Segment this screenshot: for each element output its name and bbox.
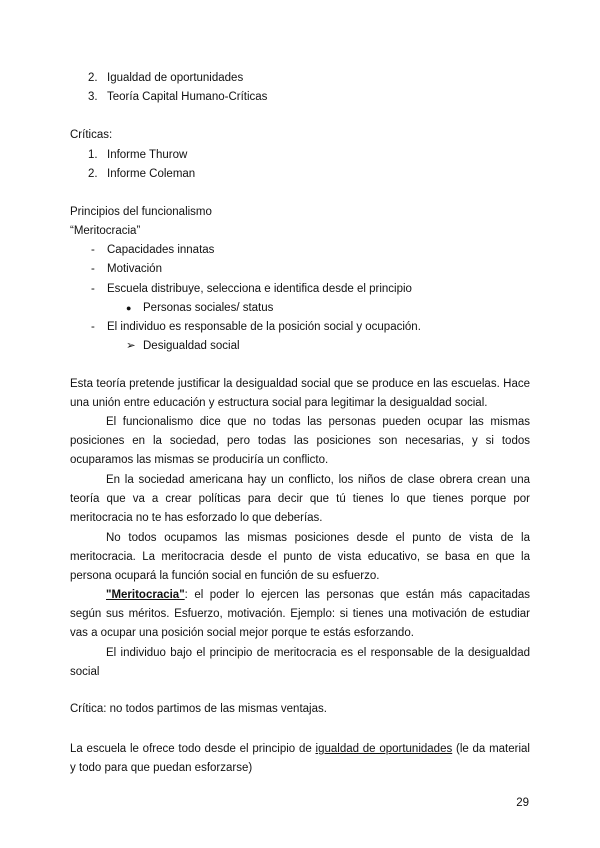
text: (le da material y todo para que puedan esforzarse) (70, 743, 530, 775)
meritocracia-quote: “Meritocracia” (70, 225, 141, 237)
paragraph-meritocracia (70, 586, 530, 644)
critica-line: Crítica: no todos partimos de las mismas ventajas. (70, 703, 327, 715)
arrow-marker: ➢ (126, 340, 136, 352)
list-number: 1. (88, 149, 98, 161)
dash-marker: - (91, 283, 95, 295)
paragraph: En la sociedad americana hay un conflicto, los niños de clase obrera crean una teoría que va a crear políticas para decir que tú tienes lo que tienes porque por meritocracia no te has esforzado lo que deberías. (70, 474, 530, 525)
list-number: 3. (88, 91, 98, 103)
list-number: 2. (88, 168, 98, 180)
text: La escuela le ofrece todo desde el principio de (70, 743, 316, 755)
paragraph: Esta teoría pretende justificar la desigualdad social que se produce en las escuelas. Hace una unión entre educación y estructura social para legitimar la desigualdad social. (70, 378, 530, 410)
list-item: Teoría Capital Humano-Críticas (107, 91, 268, 103)
dash-marker: - (91, 263, 95, 275)
list-item: Capacidades innatas (107, 244, 215, 256)
paragraph: El individuo bajo el principio de meritocracia es el responsable de la desigualdad social (70, 647, 530, 679)
underlined-term: igualdad de oportunidades (315, 743, 453, 755)
section-heading-criticas: Críticas: (70, 129, 113, 141)
list-item: Informe Thurow (107, 149, 188, 161)
list-number: 2. (88, 72, 98, 84)
list-item: Personas sociales/ status (143, 302, 274, 314)
list-item: Informe Coleman (107, 168, 196, 180)
paragraph-escuela (70, 740, 530, 778)
list-item: Desigualdad social (143, 340, 240, 352)
dash-marker: - (91, 244, 95, 256)
term-meritocracia: "Meritocracia" (106, 589, 185, 601)
section-heading-principios: Principios del funcionalismo (70, 206, 212, 218)
list-item: Motivación (107, 263, 162, 275)
list-item: El individuo es responsable de la posición social y ocupación. (107, 321, 421, 333)
definition-text: : el poder lo ejercen las personas que están más capacitadas según sus méritos. Esfuerzo, motivación. Ejemplo: si tienes una motivación de estudiar vas a ocupar una posición social mejor porque te estás esforzando. (70, 589, 530, 640)
list-item: Escuela distribuye, selecciona e identifica desde el principio (107, 283, 412, 295)
bullet-marker: ● (126, 303, 132, 313)
page-number: 29 (516, 797, 529, 809)
paragraph: No todos ocupamos las mismas posiciones desde el punto de vista de la meritocracia. La meritocracia desde el punto de vista educativo, se basa en que la persona ocupará la función social en función de su esfuerzo. (70, 532, 530, 583)
paragraph: El funcionalismo dice que no todas las personas pueden ocupar las mismas posiciones en la sociedad, pero todas las posiciones son necesarias, y si todos ocuparamos las mismas se produciría un conflicto. (70, 416, 530, 467)
dash-marker: - (91, 321, 95, 333)
list-item: Igualdad de oportunidades (107, 72, 244, 84)
